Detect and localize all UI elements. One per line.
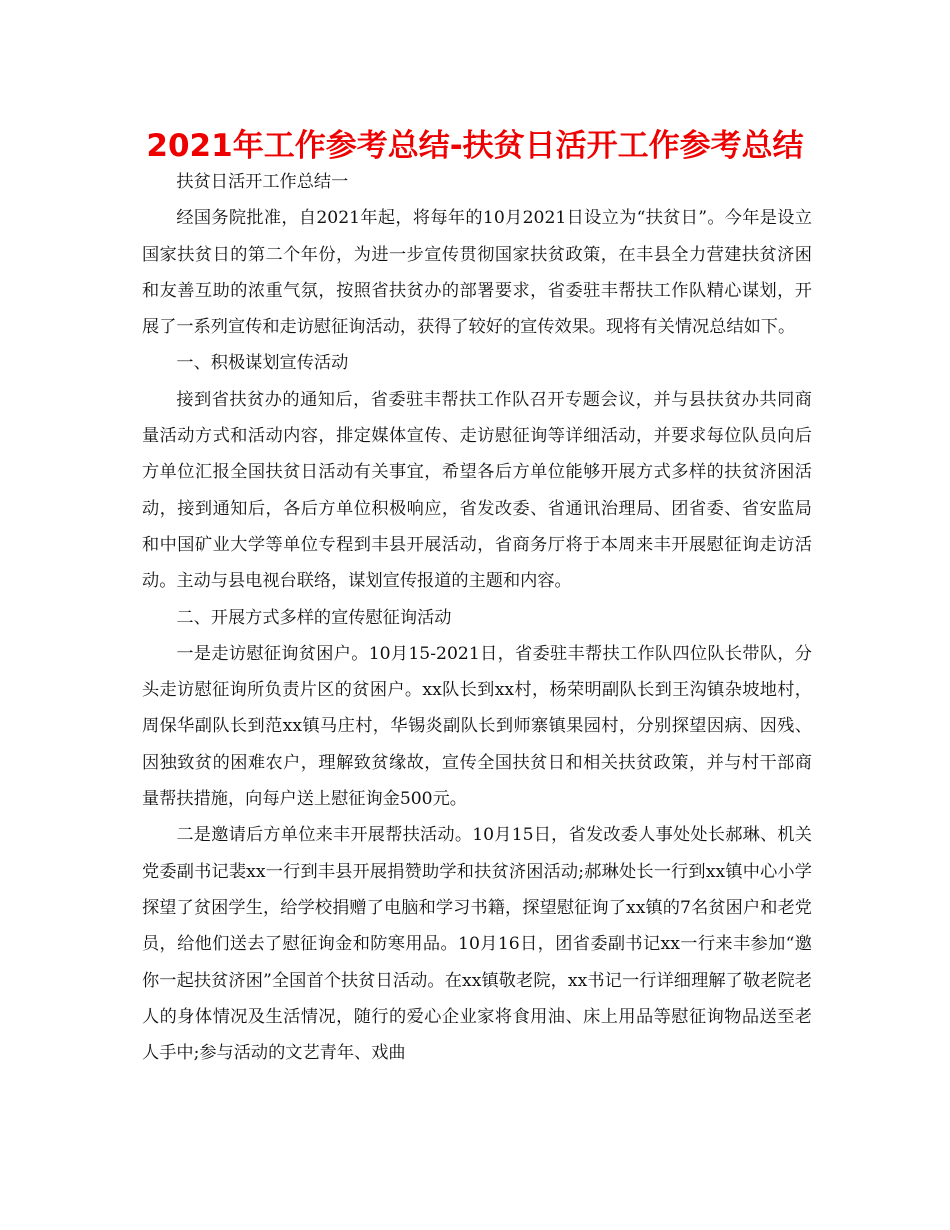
paragraph-intro: 经国务院批准，自2021年起，将每年的10月2021日设立为“扶贫日”。今年是设立国家扶贫日的第二个年份，为进一步宣传贯彻国家扶贫政策，在丰县全力营建扶贫济困和友善互助的浓重气氛，按照省扶贫办的部署要求，省委驻丰帮扶工作队精心谋划，开展了一系列宣传和走访慰征询活动，获得了较好的宣传效果。现将有关情况总结如下。 xyxy=(142,208,812,338)
section-heading-2: 二、开展方式多样的宣传慰征询活动 xyxy=(176,607,452,628)
paragraph-section-1: 接到省扶贫办的通知后，省委驻丰帮扶工作队召开专题会议，并与县扶贫办共同商量活动方式和活动内容，排定媒体宣传、走访慰征询等详细活动，并要求每位队员向后方单位汇报全国扶贫日活动有关事宜，希望各后方单位能够开展方式多样的扶贫济困活动，接到通知后，各后方单位积极响应，省发改委、省通讯治理局、团省委、省安监局和中国矿业大学等单位专程到丰县开展活动，省商务厅将于本周来丰开展慰征询走访活动。主动与县电视台联络，谋划宣传报道的主题和内容。 xyxy=(142,389,812,592)
paragraph-visits: 一是走访慰征询贫困户。10月15-2021日，省委驻丰帮扶工作队四位队长带队，分头走访慰征询所负责片区的贫困户。xx队长到xx村，杨荣明副队长到王沟镇杂坡地村，周保华副队长到范xx镇马庄村，华锡炎副队长到师寨镇果园村，分别探望因病、因残、因独致贫的困难农户，理解致贫缘故，宣传全国扶贫日和相关扶贫政策，并与村干部商量帮扶措施，向每户送上慰征询金500元。 xyxy=(142,643,812,810)
paragraph-heading-subtitle: 扶贫日活开工作总结一 xyxy=(176,172,349,192)
document-title: 2021年工作参考总结-扶贫日活开工作参考总结 xyxy=(146,128,804,164)
section-heading-1: 一、积极谋划宣传活动 xyxy=(176,353,349,374)
paragraph-invitations: 二是邀请后方单位来丰开展帮扶活动。10月15日，省发改委人事处处长郝琳、机关党委副书记裴xx一行到丰县开展捐赞助学和扶贫济困活动;郝琳处长一行到xx镇中心小学探望了贫困学生，给学校捐赠了电脑和学习书籍，探望慰征询了xx镇的7名贫困户和老党员，给他们送去了慰征询金和防寒用品。10月16日，团省委副书记xx一行来丰参加“邀你一起扶贫济困”全国首个扶贫日活动。在xx镇敬老院，xx书记一行详细理解了敬老院老人的身体情况及生活情况，随行的爱心企业家将食用油、床上用品等慰征询物品送至老人手中;参与活动的文艺青年、戏曲 xyxy=(142,825,812,1064)
document-body xyxy=(142,164,812,1071)
